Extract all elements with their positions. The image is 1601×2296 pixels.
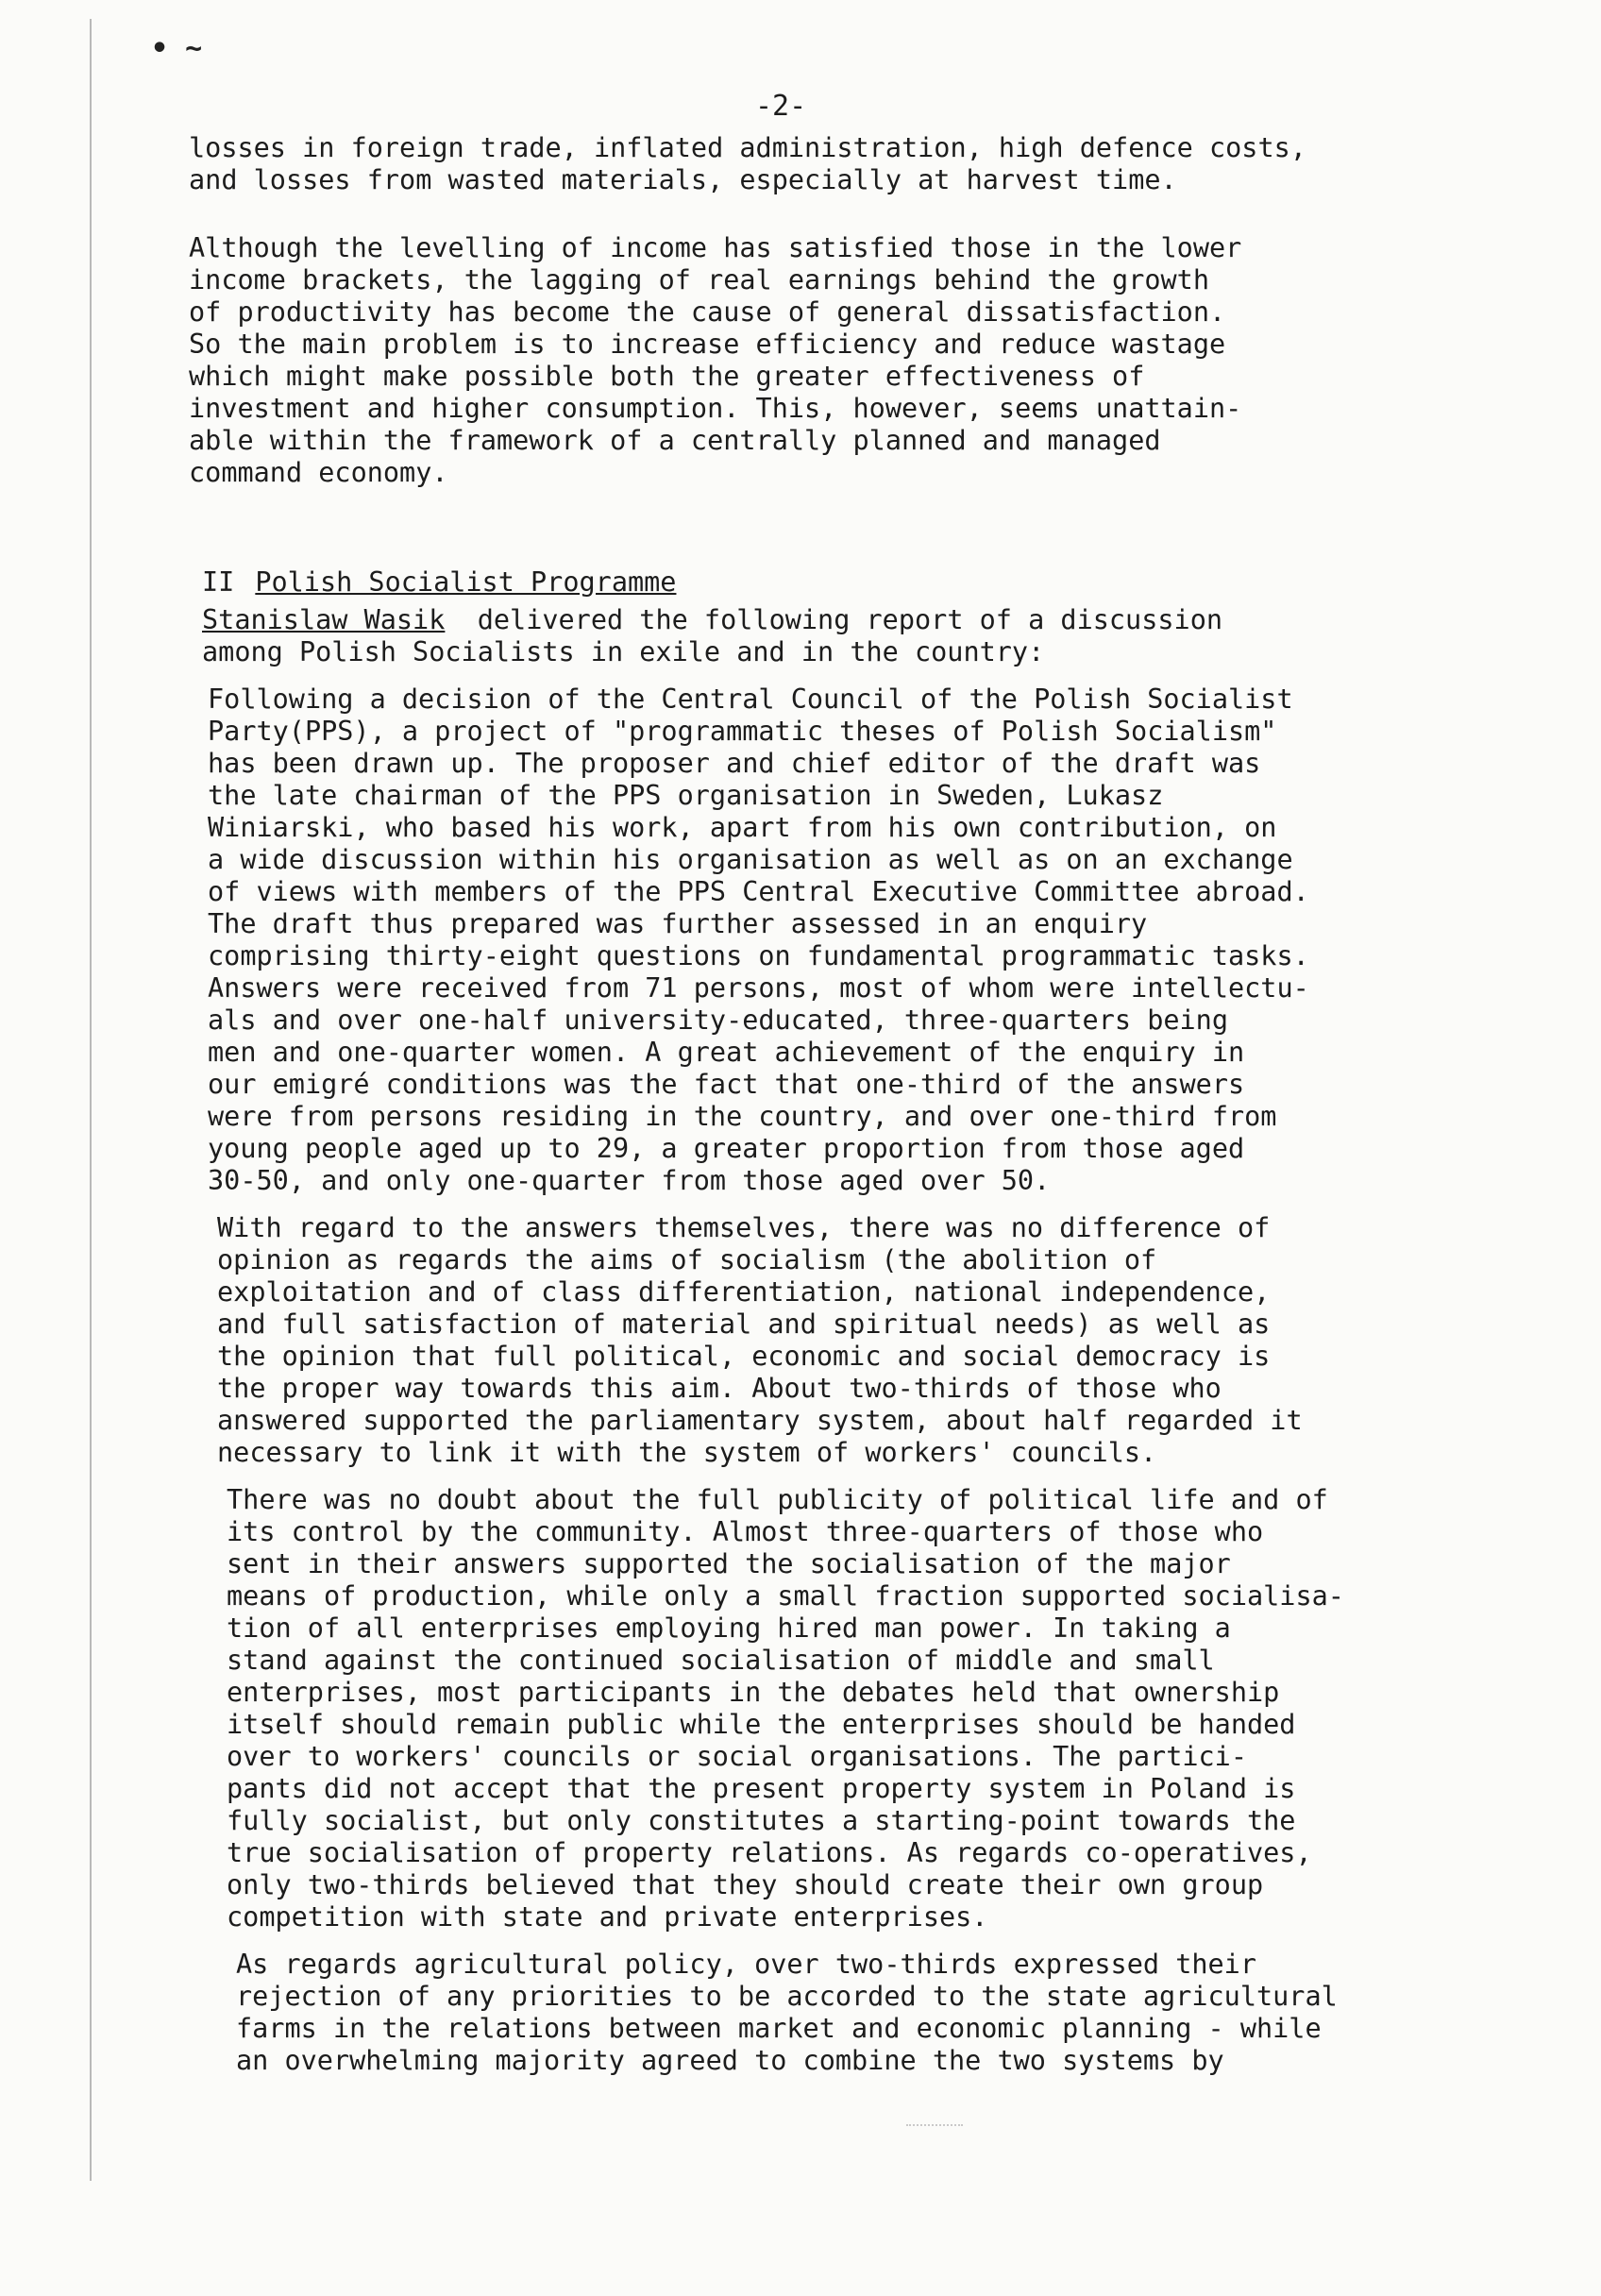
report-paragraph-3: There was no doubt about the full publicity of political life and of its control by the community. Almost three-quarters of those who sent in their answers supported the socialisation of the major means of production, while only a small fraction supported socialisa- tion of all enterprises employing hired man power. In taking a stand against the continued socialisation of middle and small enterprises, most participants in the debates held that ownership itself should remain public while the enterprises should be handed over to workers' councils or social organisations. The partici- pants did not accept that the present property system in Poland is fully socialist, but only constitutes a starting-point towards the true socialisation of property relations. As regards co-operatives, only two-thirds believed that they should create their own group competition with state and private enterprises. (227, 1484, 1344, 1933)
speaker-intro (202, 604, 1510, 668)
section-number: II (202, 566, 235, 598)
report-paragraph-4: As regards agricultural policy, over two-thirds expressed their rejection of any priorities to be accorded to the state agricultural farms in the relations between market and economic planning - while an overwhelming majority agreed to combine the two systems by (236, 1949, 1338, 2076)
efficiency-paragraph: Although the levelling of income has satisfied those in the lower income brackets, the lagging of real earnings behind the growth of productivity has become the cause of general dissatisfaction. So the main problem is to increase efficiency and reduce wastage which might make possible both the greater effectiveness of investment and higher consumption. This, however, seems unattain- able within the framework of a centrally planned and managed command economy. (189, 232, 1242, 488)
report-paragraph-2: With regard to the answers themselves, there was no difference of opinion as regards the aims of socialism (the abolition of exploitation and of class differentiation, national independence, and full satisfaction of material and spiritual needs) as well as the opinion that full political, economic and social democracy is the proper way towards this aim. About two-thirds of those who answered supported the parliamentary system, about half regarded it necessary to link it with the system of workers' councils. (217, 1212, 1303, 1468)
speaker-intro-text: delivered the following report of a discussion (477, 604, 1223, 635)
scan-speck (906, 2124, 963, 2129)
margin-rule (90, 19, 92, 2181)
speaker-intro-cont: among Polish Socialists in exile and in the country: (202, 636, 1045, 667)
page-number: -2- (755, 90, 807, 123)
section-title: Polish Socialist Programme (255, 566, 677, 598)
corner-mark: • ~ (151, 32, 203, 65)
intro-paragraph: losses in foreign trade, inflated administration, high defence costs, and losses from wasted materials, especially at harvest time. (189, 132, 1306, 195)
section-heading (202, 566, 1510, 599)
document-body (189, 132, 1510, 2077)
report-paragraph-1: Following a decision of the Central Council of the Polish Socialist Party(PPS), a project of "programmatic theses of Polish Socialism" has been drawn up. The proposer and chief editor of the draft was the late chairman of the PPS organisation in Sweden, Lukasz Winiarski, who based his work, apart from his own contribution, on a wide discussion within his organisation as well as on an exchange of views with members of the PPS Central Executive Committee abroad. The draft thus prepared was further assessed in an enquiry comprising thirty-eight questions on fundamental programmatic tasks. Answers were received from 71 persons, most of whom were intellectu- als and over one-half university-educated, three-quarters being men and one-quarter women. A great achievement of the enquiry in our emigré conditions was the fact that one-third of the answers were from persons residing in the country, and over one-third from young people aged up to 29, a greater proportion from those aged 30-50, and only one-quarter from those aged over 50. (208, 684, 1309, 1196)
speaker-name: Stanislaw Wasik (202, 604, 446, 635)
